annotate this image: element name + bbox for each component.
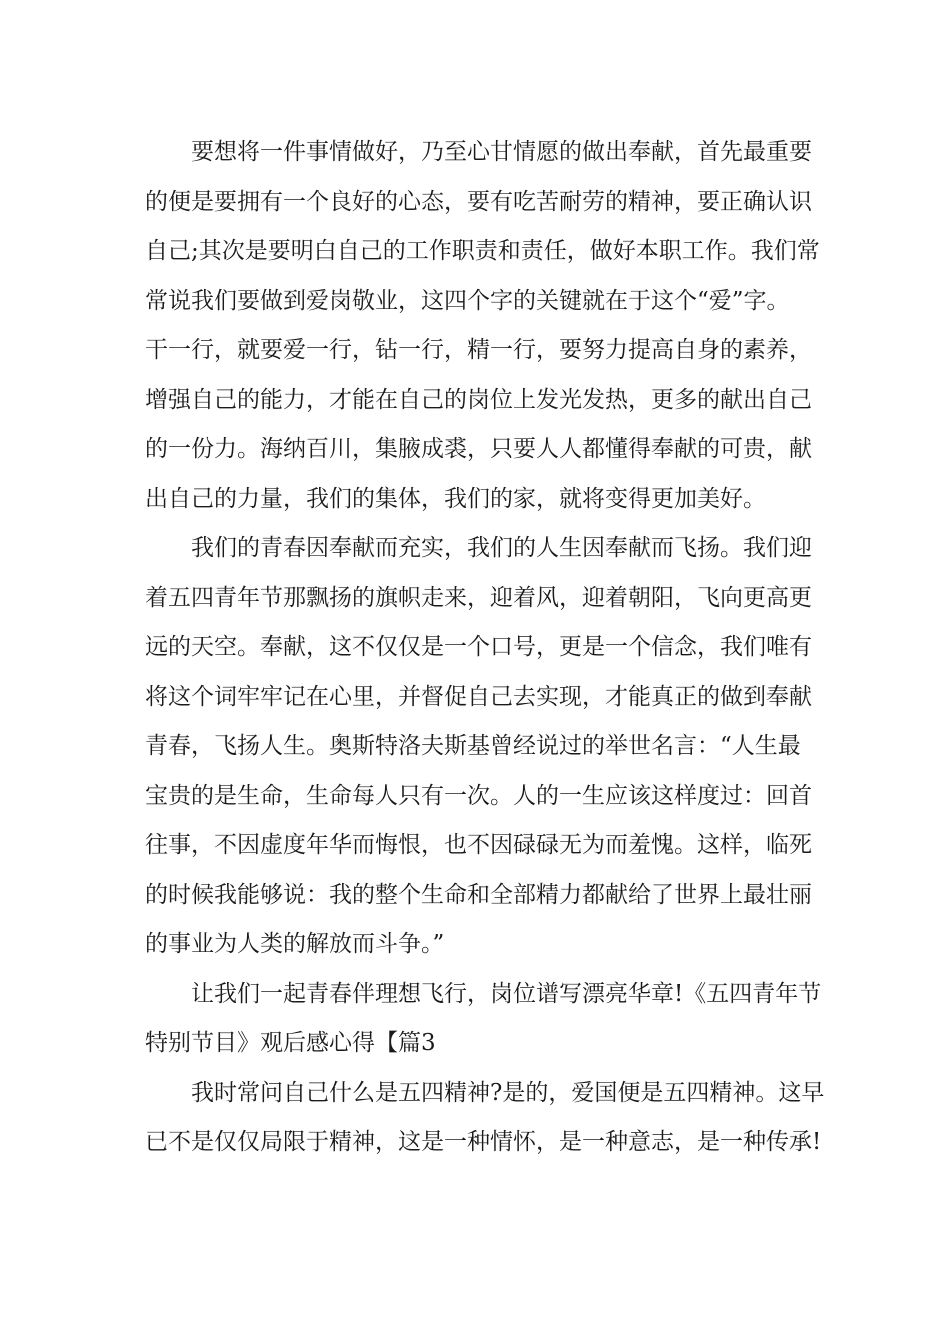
paragraph-line: 常说我们要做到爱岗敬业，这四个字的关键就在于这个“爱”字。 xyxy=(145,287,790,314)
paragraph-line: 特别节目》观后感心得【篇3 xyxy=(145,1030,436,1056)
paragraph-2 xyxy=(145,524,810,970)
paragraph-line: 的事业为人类的解放而斗争。” xyxy=(145,931,445,957)
paragraph-3 xyxy=(145,970,822,1069)
paragraph-line: 自己;其次是要明白自己的工作职责和责任，做好本职工作。我们常 xyxy=(145,238,820,264)
paragraph-line: 将这个词牢牢记在心里，并督促自己去实现，才能真正的做到奉献 xyxy=(145,683,812,710)
paragraph-line: 干一行，就要爱一行，钻一行，精一行，要努力提高自身的素养， xyxy=(145,337,812,363)
paragraph-line: 让我们一起青春伴理想飞行，岗位谱写漂亮华章!《五四青年节 xyxy=(191,980,822,1007)
paragraph-line: 出自己的力量，我们的集体，我们的家，就将变得更加美好。 xyxy=(145,485,766,512)
paragraph-line: 远的天空。奉献，这不仅仅是一个口号，更是一个信念，我们唯有 xyxy=(145,634,812,660)
paragraph-line: 我们的青春因奉献而充实，我们的人生因奉献而飞扬。我们迎 xyxy=(191,535,812,561)
paragraph-line: 的一份力。海纳百川，集腋成裘，只要人人都懂得奉献的可贵，献 xyxy=(145,436,812,462)
paragraph-line: 往事，不因虚度年华而悔恨，也不因碌碌无为而羞愧。这样，临死 xyxy=(145,832,812,858)
paragraph-line: 的便是要拥有一个良好的心态，要有吃苦耐劳的精神，要正确认识 xyxy=(145,188,812,215)
paragraph-1 xyxy=(145,128,820,524)
paragraph-line: 宝贵的是生命，生命每人只有一次。人的一生应该这样度过：回首 xyxy=(145,782,812,809)
paragraph-line: 增强自己的能力，才能在自己的岗位上发光发热，更多的献出自己 xyxy=(145,386,812,413)
document-body xyxy=(145,128,825,1168)
paragraph-4 xyxy=(145,1069,825,1168)
paragraph-line: 的时候我能够说：我的整个生命和全部精力都献给了世界上最壮丽 xyxy=(145,881,812,908)
paragraph-line: 我时常问自己什么是五四精神?是的，爱国便是五四精神。这早 xyxy=(191,1079,825,1106)
paragraph-line: 青春，飞扬人生。奥斯特洛夫斯基曾经说过的举世名言：“人生最 xyxy=(145,733,801,759)
paragraph-line: 着五四青年节那飘扬的旗帜走来，迎着风，迎着朝阳，飞向更高更 xyxy=(145,584,812,611)
paragraph-line: 要想将一件事情做好，乃至心甘情愿的做出奉献，首先最重要 xyxy=(191,139,812,165)
paragraph-line: 已不是仅仅局限于精神，这是一种情怀，是一种意志，是一种传承! xyxy=(145,1129,822,1155)
